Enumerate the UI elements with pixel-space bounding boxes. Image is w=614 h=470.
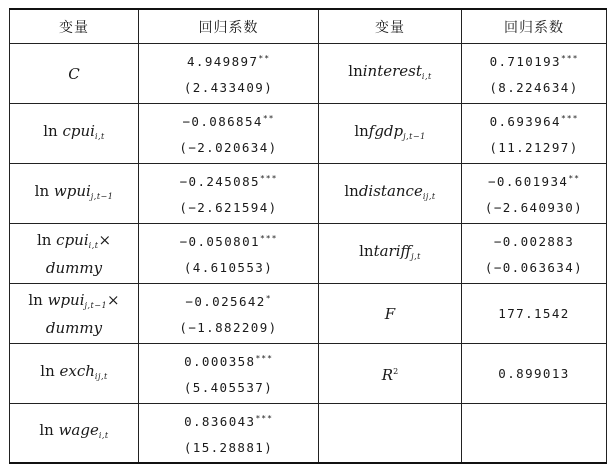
variable-cell <box>10 404 139 464</box>
variable-name: wpui <box>47 290 85 309</box>
variable-name: wage <box>58 421 99 439</box>
coefficient-cell <box>139 404 319 464</box>
variable-name: distance <box>358 181 423 200</box>
regression-results-table <box>9 8 607 464</box>
variable-prefix: ln <box>354 121 369 140</box>
t-statistic: (−1.882209) <box>179 320 278 335</box>
table-row <box>10 284 607 344</box>
variable-prefix: ln <box>28 290 48 309</box>
coefficient-cell <box>139 164 319 224</box>
interaction-term: dummy <box>45 258 103 277</box>
coefficient-cell <box>462 44 607 104</box>
variable-prefix: ln <box>39 421 59 439</box>
t-statistic: (−2.020634) <box>179 140 278 155</box>
variable-name: tariff <box>373 241 412 260</box>
variable-name: C <box>68 64 80 83</box>
table-header-row <box>10 9 607 44</box>
table-row <box>10 164 607 224</box>
variable-name: cpui <box>56 230 89 249</box>
variable-subscript: i,t <box>98 431 109 440</box>
coefficient-cell <box>139 284 319 344</box>
t-statistic: (−0.063634) <box>484 260 584 275</box>
coefficient-cell <box>139 44 319 104</box>
variable-subscript: j,t−1 <box>403 131 426 141</box>
variable-prefix: ln <box>359 241 374 260</box>
variable-prefix: ln <box>43 121 63 140</box>
variable-name: R <box>381 366 394 384</box>
statistic-value: 177.1542 <box>498 305 570 321</box>
regression-table-container <box>9 8 606 463</box>
coefficient-cell <box>462 164 607 224</box>
variable-subscript: ij,t <box>94 371 108 381</box>
significance-stars: *** <box>255 354 273 363</box>
t-statistic: (8.224634) <box>489 80 579 95</box>
coefficient-value: −0.086854 <box>182 114 263 129</box>
significance-stars: ** <box>568 174 580 183</box>
empty-cell <box>462 404 607 464</box>
variable-cell <box>10 44 139 104</box>
significance-stars: ** <box>258 54 271 63</box>
empty-cell <box>319 404 462 464</box>
header-variable-left: 变量 <box>10 9 139 44</box>
coefficient-cell <box>462 104 607 164</box>
t-statistic: (11.21297) <box>489 140 579 155</box>
interaction-term: dummy <box>45 318 103 337</box>
coefficient-cell <box>462 224 607 284</box>
table-row <box>10 224 607 284</box>
coefficient-value: −0.025642 <box>185 294 266 309</box>
significance-stars: ** <box>262 114 275 123</box>
table-row <box>10 344 607 404</box>
coefficient-value: −0.245085 <box>179 174 260 189</box>
t-statistic: (2.433409) <box>183 80 274 95</box>
significance-stars: *** <box>255 413 273 423</box>
coefficient-cell <box>139 224 319 284</box>
variable-subscript: i,t <box>94 131 105 141</box>
significance-stars: *** <box>259 174 278 183</box>
variable-cell <box>10 284 139 344</box>
variable-cell <box>319 164 462 224</box>
variable-prefix: ln <box>34 181 54 200</box>
variable-name: cpui <box>62 121 95 140</box>
variable-subscript: j,t−1 <box>90 191 114 201</box>
variable-subscript: j,t <box>411 251 421 261</box>
coefficient-value: 0.710193 <box>489 54 561 69</box>
variable-prefix: ln <box>40 361 60 380</box>
coefficient-cell <box>462 344 607 404</box>
variable-cell <box>319 344 462 404</box>
coefficient-value: −0.002883 <box>493 234 575 249</box>
coefficient-value: 4.949897 <box>186 54 259 69</box>
coefficient-value: 0.693964 <box>489 114 561 129</box>
variable-cell <box>319 104 462 164</box>
variable-name: wpui <box>53 181 91 200</box>
t-statistic: (15.28881) <box>183 439 274 455</box>
table-row <box>10 104 607 164</box>
table-row <box>10 404 607 464</box>
coefficient-cell <box>462 284 607 344</box>
variable-cell <box>10 224 139 284</box>
variable-name: fgdp <box>368 121 404 140</box>
variable-superscript: 2 <box>393 367 399 376</box>
variable-cell <box>10 344 139 404</box>
variable-subscript: ij,t <box>422 191 436 201</box>
variable-cell <box>319 224 462 284</box>
variable-name: F <box>384 304 396 323</box>
variable-cell <box>10 164 139 224</box>
header-coefficient-right: 回归系数 <box>462 9 607 44</box>
coefficient-value: −0.601934 <box>488 174 569 189</box>
coefficient-value: 0.836043 <box>184 413 256 429</box>
variable-prefix: ln <box>344 181 359 200</box>
t-statistic: (−2.640930) <box>484 200 584 215</box>
variable-prefix: ln <box>348 61 363 80</box>
interaction-operator: × <box>98 230 112 249</box>
variable-cell <box>319 44 462 104</box>
significance-stars: *** <box>560 114 579 123</box>
interaction-operator: × <box>107 290 120 309</box>
coefficient-cell <box>139 104 319 164</box>
coefficient-value: 0.000358 <box>184 354 256 369</box>
variable-prefix: ln <box>36 230 57 249</box>
variable-subscript: i,t <box>88 240 99 250</box>
table-row <box>10 44 607 104</box>
variable-cell <box>319 284 462 344</box>
header-variable-right: 变量 <box>319 9 462 44</box>
variable-subscript: i,t <box>421 71 432 81</box>
variable-subscript: j,t−1 <box>84 300 108 310</box>
variable-cell <box>10 104 139 164</box>
header-coefficient-left: 回归系数 <box>139 9 319 44</box>
t-statistic: (−2.621594) <box>179 200 278 215</box>
coefficient-value: −0.050801 <box>179 234 260 249</box>
statistic-value: 0.899013 <box>498 365 570 381</box>
variable-name: interest <box>362 61 422 80</box>
significance-stars: * <box>265 294 272 303</box>
t-statistic: (5.405537) <box>183 380 274 395</box>
t-statistic: (4.610553) <box>183 260 274 275</box>
significance-stars: *** <box>560 54 579 63</box>
coefficient-cell <box>139 344 319 404</box>
variable-name: exch <box>59 361 95 380</box>
significance-stars: *** <box>259 234 278 243</box>
